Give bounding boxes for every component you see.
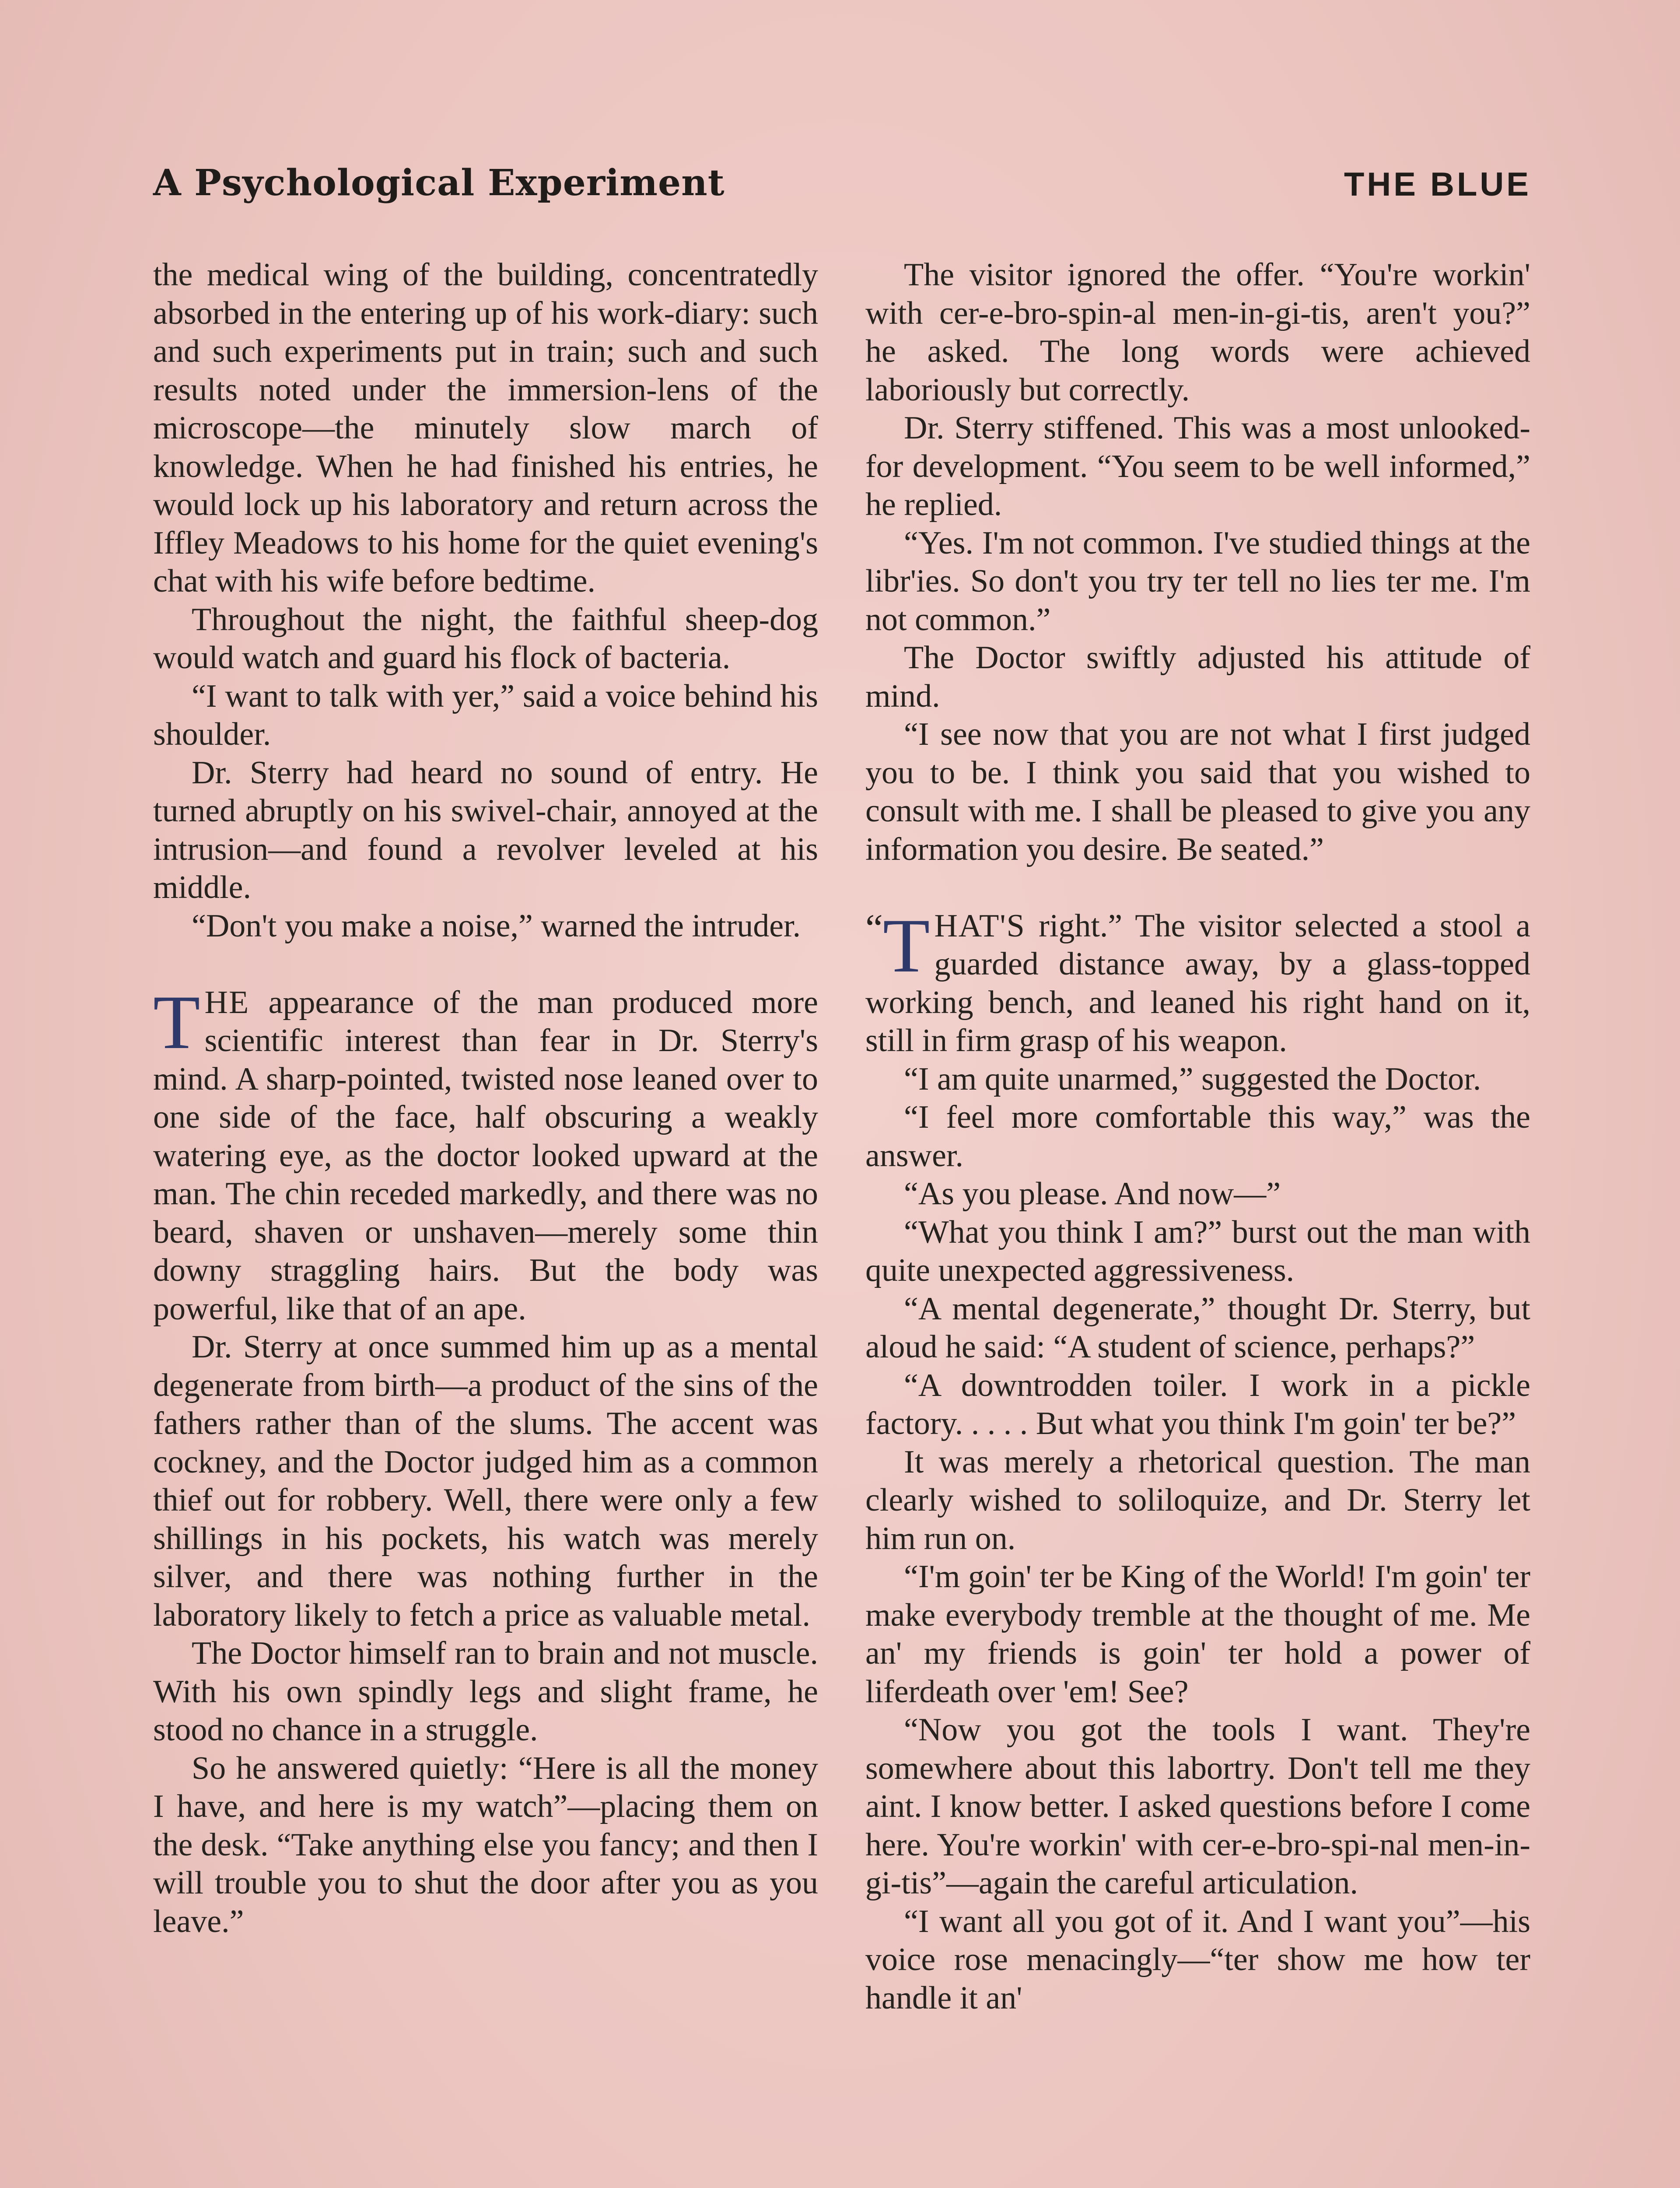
left-column xyxy=(153,256,818,1941)
paragraph: Throughout the night, the faithful sheep-dog would watch and guard his flock of bacteria. xyxy=(153,601,818,676)
paragraph: “I'm goin' ter be King of the World! I'm goin' ter make everybody tremble at the thought of me. Me an' my friends is goin' ter hold a power of liferdeath over 'em! See? xyxy=(865,1559,1530,1710)
drop-cap: T xyxy=(882,903,930,989)
paragraph: “As you please. And now—” xyxy=(904,1176,1281,1212)
paragraph: “What you think I am?” burst out the man with quite unexpected aggressiveness. xyxy=(865,1214,1530,1288)
small-caps-lead: HAT'S xyxy=(934,908,1026,944)
paragraph-text: right.” The visitor selected a stool a guarded distance away, by a glass-topped working bench, and leaned his right hand on it, still in firm grasp of his weapon. xyxy=(865,908,1530,1059)
paragraph: “A downtrodden toiler. I work in a pickle factory. . . . . But what you think I'm goin' ter be?” xyxy=(865,1367,1530,1441)
paragraph: “I want all you got of it. And I want you”—his voice rose menacingly—“ter show me how ter handle it an' xyxy=(865,1903,1530,2016)
right-column xyxy=(865,256,1530,2017)
story-title: A Psychological Experiment xyxy=(153,162,725,204)
paragraph: It was merely a rhetorical question. The man clearly wished to soliloquize, and Dr. Sterry let him run on. xyxy=(865,1444,1530,1557)
paragraph: “I am quite unarmed,” suggested the Doctor. xyxy=(904,1061,1481,1097)
paragraph: “I see now that you are not what I first judged you to be. I think you said that you wished to consult with me. I shall be pleased to give you any information you desire. Be seated.” xyxy=(865,716,1530,867)
paragraph: “Don't you make a noise,” warned the intruder. xyxy=(192,908,801,944)
paragraph: “Yes. I'm not common. I've studied things at the libr'ies. So don't you try ter tell no lies ter me. I'm not common.” xyxy=(865,525,1530,638)
magazine-name: THE BLUE xyxy=(1344,166,1531,203)
paragraph: “I feel more comfortable this way,” was the answer. xyxy=(865,1099,1530,1174)
paragraph: So he answered quietly: “Here is all the money I have, and here is my watch”—placing them on the desk. “Take anything else you fancy; and then I will trouble you to shut the door after you as you leave.” xyxy=(153,1750,818,1939)
drop-cap: T xyxy=(153,979,200,1065)
drop-cap-quote: “ xyxy=(865,906,883,950)
paragraph: “A mental degenerate,” thought Dr. Sterry, but aloud he said: “A student of science, perhaps?” xyxy=(865,1290,1530,1365)
section-paragraph xyxy=(153,979,818,1329)
section-paragraph xyxy=(865,903,1530,1060)
paragraph: The visitor ignored the offer. “You're workin' with cer-e-bro-spin-al men-in-gi-tis, aren't you?” he asked. The long words were achieved laboriously but correctly. xyxy=(865,257,1530,408)
paragraph: the medical wing of the building, concentratedly absorbed in the entering up of his work-diary: such and such experiments put in train; such and such results noted under the immersion-lens of the microscope—the minutely slow march of knowledge. When he had finished his entries, he would lock up his laboratory and return across the Iffley Meadows to his home for the quiet evening's chat with his wife before bedtime. xyxy=(153,257,818,599)
paragraph: The Doctor himself ran to brain and not muscle. With his own spindly legs and slight frame, he stood no chance in a struggle. xyxy=(153,1635,818,1748)
paragraph: Dr. Sterry stiffened. This was a most unlooked-for development. “You seem to be well informed,” he replied. xyxy=(865,410,1530,522)
paragraph: Dr. Sterry at once summed him up as a mental degenerate from birth—a product of the sins of the fathers rather than of the slums. The accent was cockney, and the Doctor judged him as a common thief out for robbery. Well, there were only a few shillings in his pockets, his watch was merely silver, and there was nothing further in the laboratory likely to fetch a price as valuable metal. xyxy=(153,1329,818,1633)
paragraph: “I want to talk with yer,” said a voice behind his shoulder. xyxy=(153,678,818,752)
small-caps-lead: HE xyxy=(204,984,250,1020)
paragraph: Dr. Sterry had heard no sound of entry. He turned abruptly on his swivel-chair, annoyed at the intrusion—and found a revolver leveled at his middle. xyxy=(153,754,818,905)
paragraph: “Now you got the tools I want. They're somewhere about this labortry. Don't tell me they aint. I know better. I asked questions before I come here. You're workin' with cer-e-bro-spi-nal men-in-gi-tis”—again the careful articulation. xyxy=(865,1712,1530,1901)
paragraph: The Doctor swiftly adjusted his attitude of mind. xyxy=(865,640,1530,714)
running-head xyxy=(153,162,1531,223)
paragraph-text: appearance of the man produced more scientific interest than fear in Dr. Sterry's mind. A sharp-pointed, twisted nose leaned over to one side of the face, half obscuring a weakly watering eye, as the doctor looked upward at the man. The chin receded markedly, and there was no beard, shaven or unshaven—merely some thin downy straggling hairs. But the body was powerful, like that of an ape. xyxy=(153,984,818,1327)
